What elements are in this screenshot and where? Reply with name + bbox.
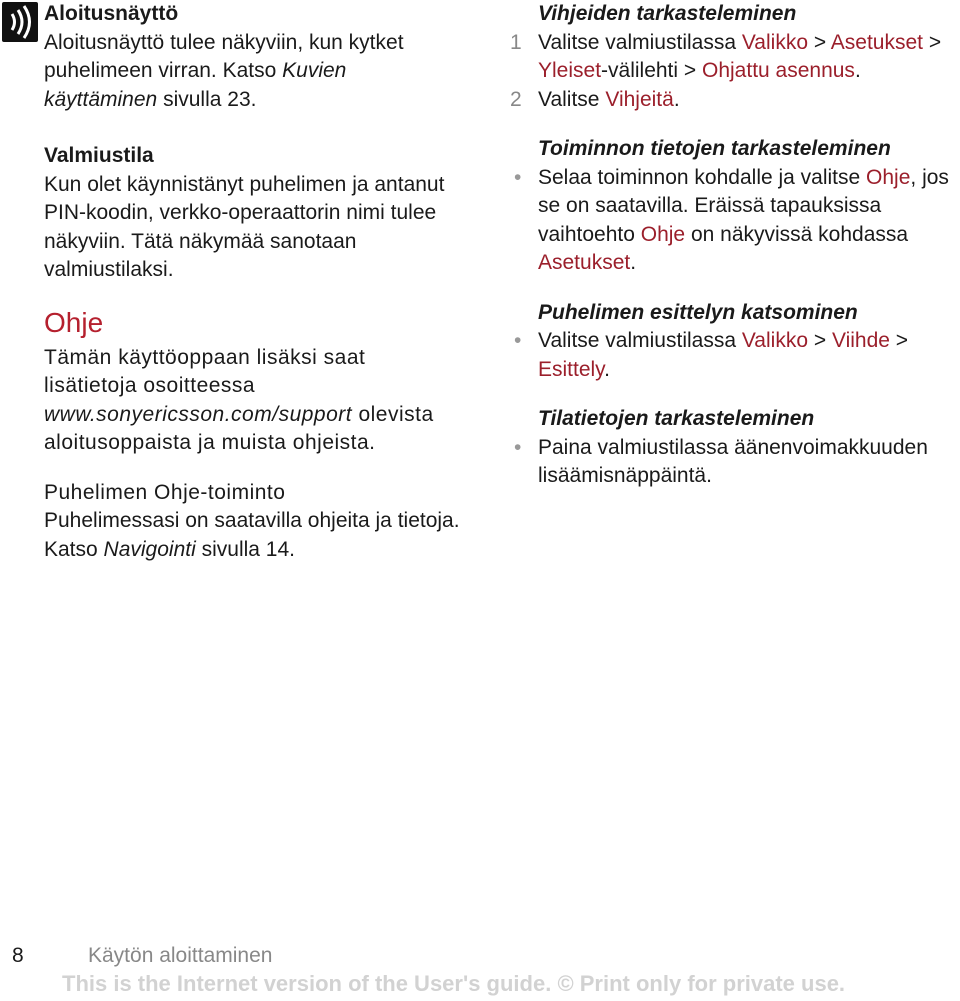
separator: > [923, 30, 942, 54]
bullet-item [510, 434, 958, 491]
procedure-title: Toiminnon tietojen tarkasteleminen [538, 137, 891, 160]
copyright-note: This is the Internet version of the User's guide. © Print only for private use. [62, 971, 846, 996]
section-body: Kun olet käynnistänyt puhelimen ja antanut PIN-koodin, verkko-operaattorin nimi tulee näkyviin. Tätä näkymää sanotaan valmiustilaksi. [44, 172, 445, 281]
body-text: Puhelimessasi on saatavilla ohjeita ja tietoja. Katso [44, 509, 460, 561]
menu-link-ohje[interactable]: Ohje [866, 165, 911, 189]
step-number: 1 [510, 30, 522, 54]
bullet-item [510, 327, 958, 384]
step-text: . [673, 87, 680, 111]
bullet-icon: • [514, 329, 522, 352]
bullet-text: Paina valmiustilassa äänenvoimakkuuden lisäämisnäppäintä. [538, 435, 928, 487]
menu-link-valikko[interactable]: Valikko [741, 30, 808, 54]
menu-link-ohjattu-asennus[interactable]: Ohjattu asennus [702, 59, 855, 82]
menu-link-ohje[interactable]: Ohje [640, 222, 686, 246]
step-item [510, 29, 958, 86]
url-link[interactable]: www.sonyericsson.com/support [44, 402, 353, 426]
help-signal-icon [2, 2, 38, 42]
body-text: sivulla 23. [157, 87, 257, 111]
bullet-text: on näkyvissä kohdassa [685, 222, 909, 246]
step-text: Valitse [538, 87, 606, 111]
menu-link-asetukset[interactable]: Asetukset [830, 30, 923, 54]
step-number: 2 [510, 87, 522, 111]
bullet-item [510, 164, 958, 278]
bullet-text: Selaa toiminnon kohdalle ja valitse [538, 165, 867, 189]
body-text: Tämän käyttöoppaan lisäksi saat lisätietoja osoitteessa [44, 345, 366, 397]
section-title: Aloitusnäyttö [44, 2, 179, 25]
bullet-text: . [604, 357, 610, 381]
step-text: Valitse valmiustilassa [538, 30, 742, 54]
section-title: Valmiustila [44, 144, 154, 167]
right-column [510, 0, 958, 491]
xref-link[interactable]: Navigointi [103, 537, 196, 561]
separator: > [808, 30, 831, 54]
body-text: sivulla 14. [195, 537, 295, 561]
section-body [44, 507, 464, 564]
bullet-icon: • [514, 165, 522, 189]
procedure-title: Tilatietojen tarkasteleminen [538, 407, 815, 430]
menu-link-yleiset[interactable]: Yleiset [538, 59, 602, 82]
step-text: . [854, 59, 861, 82]
chapter-title: Käytön aloittaminen [88, 944, 273, 967]
step-text: -välilehti > [601, 59, 702, 82]
section-body [44, 344, 464, 458]
xref-link[interactable]: Kuvien käyttäminen [44, 59, 347, 111]
menu-link-vihjeita[interactable]: Vihjeitä [605, 87, 674, 111]
menu-link-esittely[interactable]: Esittely [538, 357, 605, 381]
section-body [44, 29, 464, 115]
body-text: Aloitusnäyttö tulee näkyviin, kun kytket puhelimeen virran. Katso [44, 30, 404, 82]
menu-link-viihde[interactable]: Viihde [831, 329, 890, 352]
menu-link-asetukset[interactable]: Asetukset [538, 251, 631, 274]
step-item [510, 86, 958, 115]
procedure-title: Puhelimen esittelyn katsominen [538, 300, 858, 324]
page-number: 8 [12, 944, 24, 967]
section-title: Puhelimen Ohje-toiminto [44, 480, 286, 504]
bullet-icon: • [514, 435, 522, 459]
chapter-heading: Ohje [44, 306, 104, 338]
menu-link-valikko[interactable]: Valikko [741, 329, 808, 352]
separator: > [808, 329, 832, 352]
bullet-text: . [630, 251, 637, 274]
procedure-title: Vihjeiden tarkasteleminen [538, 2, 797, 25]
left-column [44, 0, 464, 564]
bullet-text: , jos se on saatavilla. Eräissä tapauksissa vaihtoehto [538, 165, 949, 246]
separator: > [889, 329, 909, 352]
body-text: olevista aloitusoppaista ja muista ohjeista. [44, 402, 434, 454]
bullet-text: Valitse valmiustilassa [538, 329, 742, 352]
